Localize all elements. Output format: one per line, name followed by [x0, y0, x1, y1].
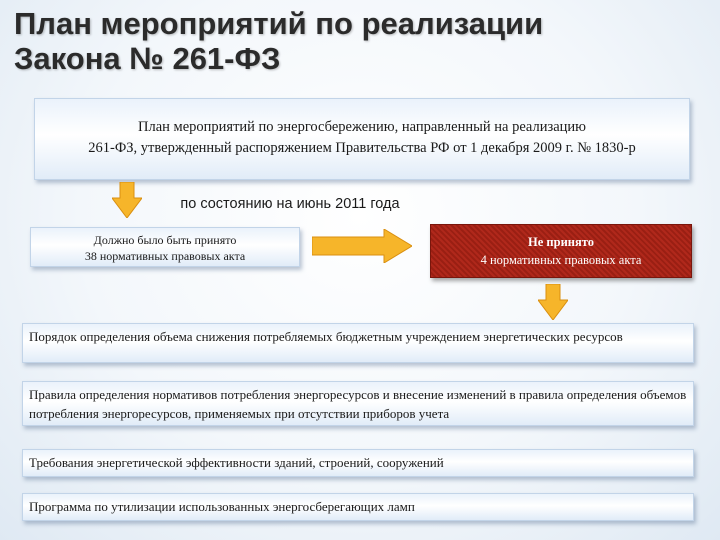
- arrow-down-icon: [112, 182, 142, 218]
- plan-line-2: 261-ФЗ, утвержденный распоряжением Правительства РФ от 1 декабря 2009 г. № 1830-р: [88, 140, 636, 156]
- not-accepted-line-1: Не принято: [528, 235, 594, 249]
- list-item: Программа по утилизации использованных энергосберегающих ламп: [22, 493, 694, 521]
- title-line-1: План мероприятий по реализации: [14, 6, 544, 41]
- plan-box: [34, 98, 690, 180]
- list-item: Требования энергетической эффективности зданий, строений, сооружений: [22, 449, 694, 477]
- list-item: Порядок определения объема снижения потребляемых бюджетным учреждением энергетических ресурсов: [22, 323, 694, 363]
- title-line-2: Закона № 261-ФЗ: [14, 41, 281, 76]
- page-title: [14, 6, 714, 76]
- should-be-box: [30, 227, 300, 267]
- plan-line-1: План мероприятий по энергосбережению, направленный на реализацию: [137, 119, 587, 135]
- not-accepted-line-2: 4 нормативных правовых акта: [480, 253, 642, 267]
- not-accepted-box: [430, 224, 692, 278]
- should-be-line-1: Должно было быть принято: [93, 233, 237, 247]
- arrow-down-icon: [538, 284, 568, 320]
- list-item: Правила определения нормативов потребления энергоресурсов и внесение изменений в правила определения объемов потребления энергоресурсов, применяемых при отсутствии приборов учета: [22, 381, 694, 426]
- should-be-line-2: 38 нормативных правовых акта: [84, 249, 246, 263]
- arrow-right-icon: [312, 229, 412, 263]
- status-text: по состоянию на июнь 2011 года: [180, 196, 400, 212]
